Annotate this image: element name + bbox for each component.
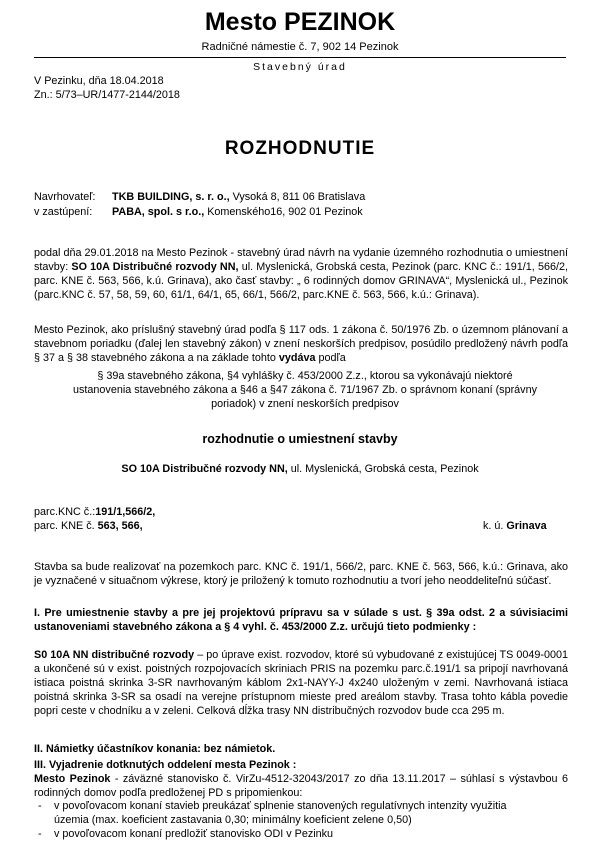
placement-building-name: SO 10A Distribučné rozvody NN, [121,463,288,475]
realization-paragraph: Stavba sa bude realizovať na pozemkoch parc. KNC č. 191/1, 566/2, parc. KNE č. 563, 566, k.ú.: Grinava, ako je vyznačené v situačnom výkrese, ktorý je priložený k tomuto rozhodnutiu a tvorí jeho neoddeliteľnú súčasť. [34,561,568,587]
representative-name: PABA, spol. s r.o., [112,206,205,218]
list-item-text: v povoľovacom konaní stavieb preukázať splnenie stanovených regulatívnych intenzity využitia územia (max. koeficient zastavania 0,30; minimálny koeficient zelene 0,50) [54,800,507,826]
placement-location: ul. Myslenická, Grobská cesta, Pezinok [287,463,479,475]
intro-text-a: podal dňa 29.01.2018 na Mesto Pezinok - stavebný úrad návrh na vydanie územného rozhodnutia o umiestnení stavby: [34,247,568,273]
decision-title: ROZHODNUTIE [224,138,376,159]
intro-building-name: SO 10A Distribučné rozvody NN, [71,261,239,273]
authority-text-a: Mesto Pezinok, ako príslušný stavebný úrad podľa § 117 ods. 1 zákona č. 50/1976 Zb. o územnom plánovaní a stavebnom poriadku (ďalej len stavebný zákon) v znení neskorších predpisov, posúdilo predložený návrh podľa § 37 a § 38 stavebného zákona a na základe tohto [34,324,568,364]
intro-text-c: ul. Myslenická, Grobská cesta, Pezinok (parc. KNC č.: 191/1, 566/2, parc. KNE č. 563, 566, k.ú. Grinava), ako časť stavby: „ 6 rodinných domov GRINAVA“, Myslenická ul., Pezinok (parc.KNC č. 57, 58, 59, 60, 61/1, 64/1, 65, 66/1, 566/2, parc.KNE č. 563, 566, k.ú.: Grinava). [34,261,568,301]
intro-paragraph [34,246,568,302]
placement-heading: rozhodnutie o umiestnení stavby [202,432,398,446]
section-2: II. Námietky účastníkov konania: bez námietok. [34,743,276,755]
representative-address: Komenského16, 902 01 Pezinok [204,206,363,218]
dash-marker: - [38,800,42,812]
section-1-heading: I. Pre umiestnenie stavby a pre jej projektovú prípravu sa v súlade s ust. § 39a odst. 2 a súvisiacimi ustanoveniami stavebného zákona a § 4 vyhl. č. 453/2000 Z.z. určujú tieto podmienky : [34,607,568,633]
office-name: Stavebný úrad [253,61,347,73]
parcel-kne-label: parc. KNE č. [34,520,98,532]
section-1-text [34,648,568,718]
cadastral-area-value: Grinava [506,520,547,532]
authority-text-c: podľa [315,352,346,364]
header-divider [34,57,566,58]
applicant-label: Navrhovateľ: [34,191,96,203]
authority-paragraph [34,323,568,365]
section-3-heading: III. Vyjadrenie dotknutých oddelení mesta Pezinok : [34,759,297,771]
authority-verb: vydáva [278,352,316,364]
section-1-object-name: S0 10A NN distribučné rozvody [34,649,195,661]
cadastral-area-label: k. ú. [483,520,507,532]
representative-info [112,205,363,219]
representative-label: v zastúpení: [34,206,93,218]
parcel-knc [34,505,155,519]
parcel-kne [34,519,143,533]
place-date: V Pezinku, dňa 18.04.2018 [34,75,164,87]
conditions-list [34,799,534,841]
list-item [34,827,534,841]
section-1-description: – po úprave exist. rozvodov, ktoré sú vybudované z existujúcej TS 0049-0001 a ukončené sú v exist. poistných rozpojovacích skriniach PRIS na pozemku parc.č.191/1 sa pripojí navrhovaná istiaca poistná skrinka 3-SR navrhovaným káblom 2x1-NAYY-J 4x240 uloženým v zemi. Navrhovaná istiaca poistná skrinka 3-SR sa osadí na verejne prístupnom mieste pred areálom stavby. Trasa tohto kábla povedie popri ceste v chodníku a v zeleni. Celková dĺžka trasy NN distribučných rozvodov bude cca 295 m. [34,649,568,717]
legal-basis-paragraph: § 39a stavebného zákona, §4 vyhlášky č. 453/2000 Z.z., ktorou sa vykonávajú niektoré ustanovenia stavebného zákona a §46 a §47 zákona č. 71/1967 Zb. o správnom konaní (správny poriadok) v znení neskorších predpisov [73,370,537,410]
list-item [34,799,534,827]
placement-building [0,462,600,476]
section-3-text [34,772,568,800]
reference-number: Zn.: 5/73–UR/1477-2144/2018 [34,89,180,101]
applicant-address: Vysoká 8, 811 06 Bratislava [229,191,366,203]
parcel-knc-value: 191/1,566/2, [95,506,156,518]
section-3-statement: - záväzné stanovisko č. VirZu-4512-32043/2017 zo dňa 13.11.2017 – súhlasí s výstavbou 6 rodinných domov podľa predloženej PD s pripomienkou: [34,773,569,799]
city-title: Mesto PEZINOK [204,8,396,36]
dash-marker: - [38,828,42,840]
cadastral-area [483,519,547,533]
city-address: Radničné námestie č. 7, 902 14 Pezinok [201,41,399,53]
parcel-kne-value: 563, 566, [97,520,143,532]
parcel-knc-label: parc.KNC č.: [34,506,96,518]
applicant-name: TKB BUILDING, s. r. o., [112,191,230,203]
list-item-text: v povoľovacom konaní predložiť stanovisko ODI v Pezinku [54,828,334,840]
section-3-authority: Mesto Pezinok [34,773,111,785]
applicant-info [112,190,365,204]
